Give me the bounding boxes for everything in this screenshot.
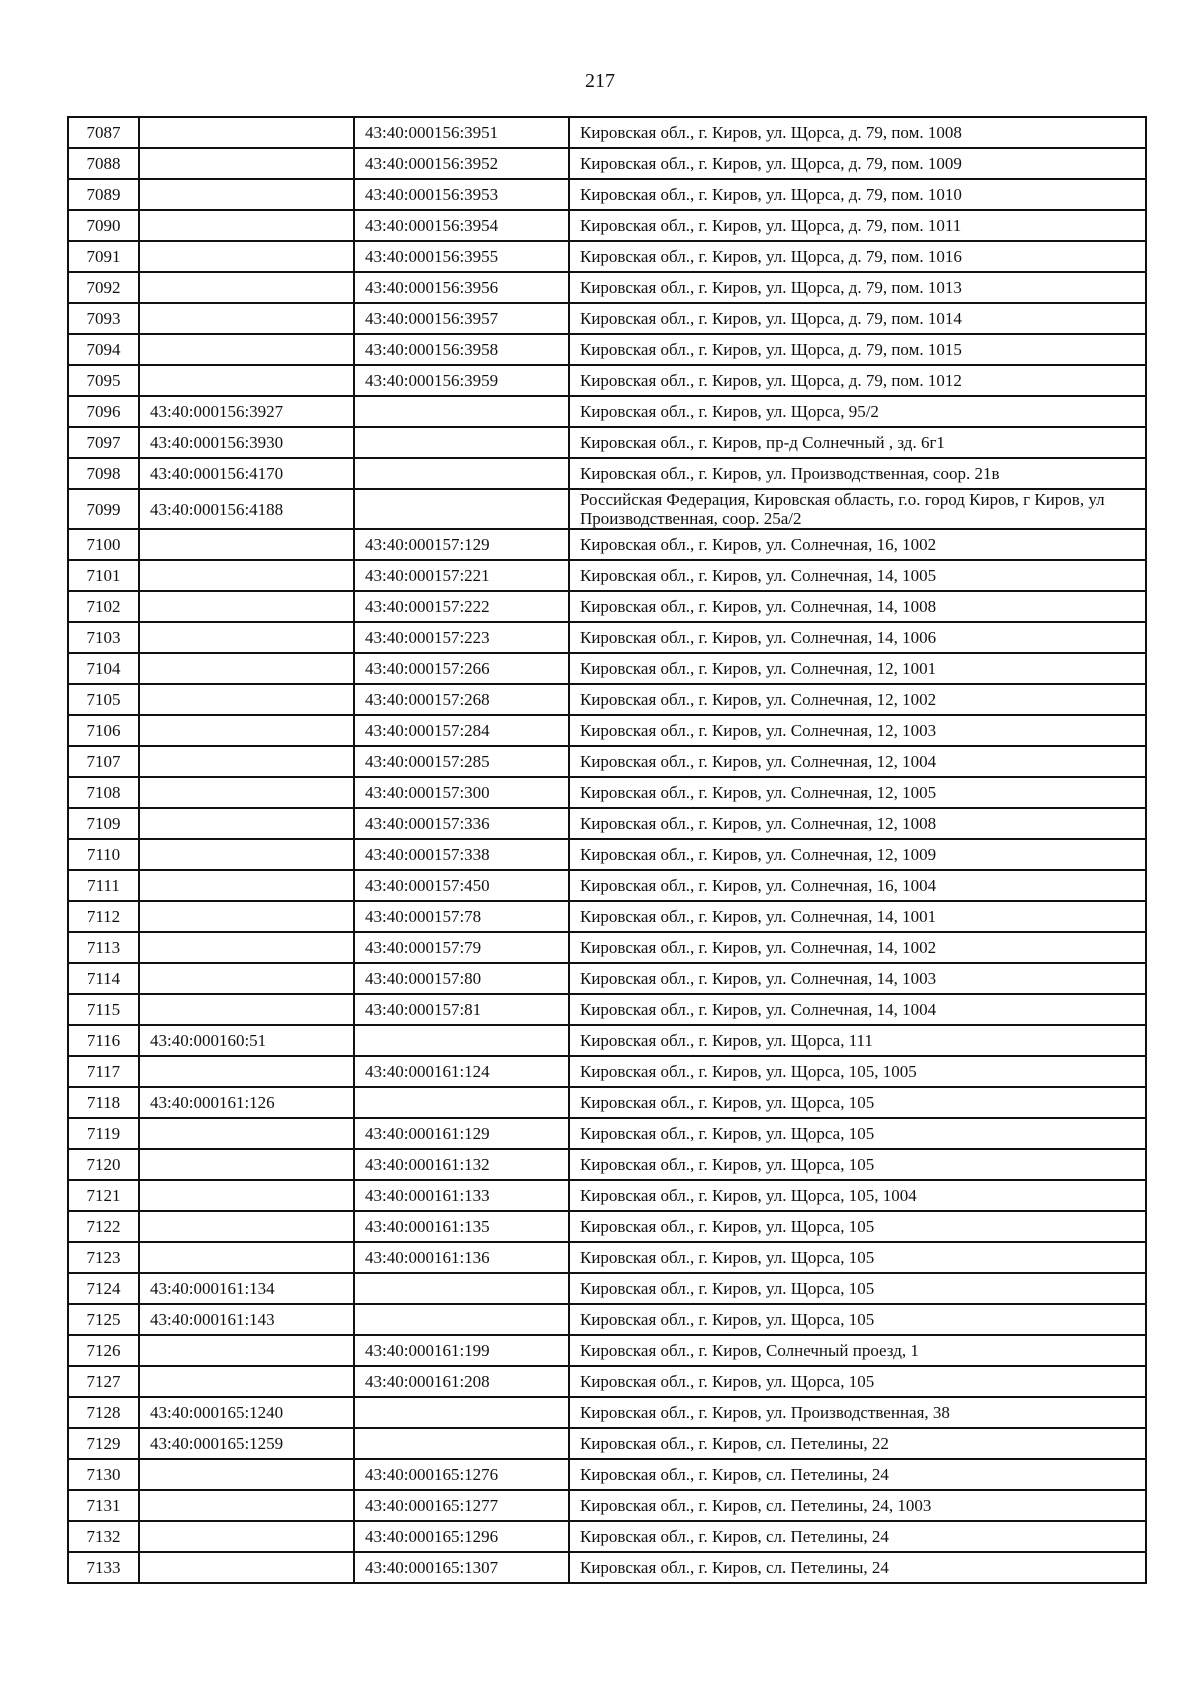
table-row <box>68 963 1146 994</box>
row-number-cell: 7114 <box>68 963 139 994</box>
cadastral-number-object-cell: 43:40:000157:80 <box>354 963 569 994</box>
row-number-cell: 7125 <box>68 1304 139 1335</box>
row-number-cell: 7098 <box>68 458 139 489</box>
table-row <box>68 1087 1146 1118</box>
address-cell: Кировская обл., г. Киров, ул. Щорса, 105 <box>569 1242 1146 1273</box>
cadastral-number-land-cell <box>139 1552 354 1583</box>
cadastral-number-object-cell: 43:40:000157:284 <box>354 715 569 746</box>
row-number-cell: 7123 <box>68 1242 139 1273</box>
table-row <box>68 1056 1146 1087</box>
table-row <box>68 272 1146 303</box>
cadastral-number-land-cell <box>139 1335 354 1366</box>
cadastral-number-object-cell <box>354 427 569 458</box>
cadastral-number-land-cell <box>139 901 354 932</box>
address-cell: Кировская обл., г. Киров, ул. Производственная, соор. 21в <box>569 458 1146 489</box>
cadastral-number-object-cell: 43:40:000157:300 <box>354 777 569 808</box>
table-row <box>68 684 1146 715</box>
cadastral-number-object-cell: 43:40:000156:3951 <box>354 117 569 148</box>
address-cell: Кировская обл., г. Киров, ул. Солнечная, 14, 1005 <box>569 560 1146 591</box>
row-number-cell: 7103 <box>68 622 139 653</box>
cadastral-number-object-cell: 43:40:000156:3958 <box>354 334 569 365</box>
row-number-cell: 7094 <box>68 334 139 365</box>
address-cell: Кировская обл., г. Киров, ул. Щорса, 105, 1005 <box>569 1056 1146 1087</box>
table-row <box>68 1397 1146 1428</box>
cadastral-number-land-cell <box>139 210 354 241</box>
cadastral-number-object-cell <box>354 1428 569 1459</box>
cadastral-number-land-cell <box>139 1366 354 1397</box>
row-number-cell: 7108 <box>68 777 139 808</box>
cadastral-number-land-cell <box>139 870 354 901</box>
cadastral-number-object-cell: 43:40:000157:78 <box>354 901 569 932</box>
page-number: 217 <box>585 70 615 92</box>
cadastral-number-object-cell: 43:40:000157:222 <box>354 591 569 622</box>
row-number-cell: 7107 <box>68 746 139 777</box>
address-cell: Кировская обл., г. Киров, ул. Щорса, 111 <box>569 1025 1146 1056</box>
cadastral-number-land-cell <box>139 777 354 808</box>
cadastral-number-object-cell: 43:40:000161:136 <box>354 1242 569 1273</box>
address-cell: Кировская обл., г. Киров, ул. Щорса, д. 79, пом. 1009 <box>569 148 1146 179</box>
table-row <box>68 396 1146 427</box>
address-cell: Кировская обл., г. Киров, ул. Солнечная, 12, 1005 <box>569 777 1146 808</box>
table-row <box>68 365 1146 396</box>
cadastral-number-object-cell: 43:40:000161:135 <box>354 1211 569 1242</box>
row-number-cell: 7121 <box>68 1180 139 1211</box>
cadastral-number-land-cell: 43:40:000161:134 <box>139 1273 354 1304</box>
cadastral-number-object-cell: 43:40:000157:81 <box>354 994 569 1025</box>
cadastral-number-land-cell <box>139 715 354 746</box>
address-cell: Кировская обл., г. Киров, ул. Солнечная, 12, 1009 <box>569 839 1146 870</box>
row-number-cell: 7130 <box>68 1459 139 1490</box>
cadastral-number-object-cell: 43:40:000161:129 <box>354 1118 569 1149</box>
table-row <box>68 1118 1146 1149</box>
table-row <box>68 1180 1146 1211</box>
row-number-cell: 7124 <box>68 1273 139 1304</box>
address-cell: Кировская обл., г. Киров, ул. Щорса, д. 79, пом. 1012 <box>569 365 1146 396</box>
address-cell: Кировская обл., г. Киров, ул. Щорса, д. 79, пом. 1010 <box>569 179 1146 210</box>
row-number-cell: 7091 <box>68 241 139 272</box>
address-cell: Кировская обл., г. Киров, ул. Щорса, д. 79, пом. 1016 <box>569 241 1146 272</box>
cadastral-number-object-cell: 43:40:000161:199 <box>354 1335 569 1366</box>
cadastral-number-object-cell: 43:40:000156:3952 <box>354 148 569 179</box>
table-row <box>68 210 1146 241</box>
cadastral-number-object-cell: 43:40:000165:1276 <box>354 1459 569 1490</box>
cadastral-number-land-cell: 43:40:000161:143 <box>139 1304 354 1335</box>
cadastral-number-land-cell: 43:40:000156:3930 <box>139 427 354 458</box>
cadastral-number-land-cell <box>139 334 354 365</box>
row-number-cell: 7122 <box>68 1211 139 1242</box>
cadastral-number-land-cell <box>139 560 354 591</box>
cadastral-number-land-cell <box>139 241 354 272</box>
property-register-table <box>67 116 1147 1584</box>
table-row <box>68 1366 1146 1397</box>
cadastral-number-land-cell <box>139 303 354 334</box>
table-body <box>68 117 1146 1583</box>
address-cell: Кировская обл., г. Киров, сл. Петелины, 22 <box>569 1428 1146 1459</box>
cadastral-number-object-cell: 43:40:000165:1277 <box>354 1490 569 1521</box>
row-number-cell: 7116 <box>68 1025 139 1056</box>
address-cell: Кировская обл., г. Киров, Солнечный проезд, 1 <box>569 1335 1146 1366</box>
cadastral-number-object-cell <box>354 458 569 489</box>
address-cell: Кировская обл., г. Киров, ул. Щорса, 105, 1004 <box>569 1180 1146 1211</box>
address-cell: Кировская обл., г. Киров, ул. Солнечная, 12, 1004 <box>569 746 1146 777</box>
address-cell: Кировская обл., г. Киров, ул. Солнечная, 14, 1006 <box>569 622 1146 653</box>
cadastral-number-object-cell: 43:40:000165:1296 <box>354 1521 569 1552</box>
cadastral-number-land-cell <box>139 272 354 303</box>
table-row <box>68 117 1146 148</box>
row-number-cell: 7113 <box>68 932 139 963</box>
table-row <box>68 808 1146 839</box>
table-row <box>68 560 1146 591</box>
cadastral-number-land-cell: 43:40:000156:4188 <box>139 489 354 529</box>
table-row <box>68 458 1146 489</box>
cadastral-number-object-cell: 43:40:000161:133 <box>354 1180 569 1211</box>
row-number-cell: 7092 <box>68 272 139 303</box>
address-cell: Кировская обл., г. Киров, ул. Солнечная, 12, 1003 <box>569 715 1146 746</box>
cadastral-number-object-cell: 43:40:000157:79 <box>354 932 569 963</box>
cadastral-number-object-cell: 43:40:000157:266 <box>354 653 569 684</box>
cadastral-number-object-cell: 43:40:000161:208 <box>354 1366 569 1397</box>
table-row <box>68 1304 1146 1335</box>
cadastral-number-land-cell: 43:40:000161:126 <box>139 1087 354 1118</box>
address-cell: Кировская обл., г. Киров, ул. Щорса, 105 <box>569 1366 1146 1397</box>
cadastral-number-object-cell: 43:40:000165:1307 <box>354 1552 569 1583</box>
row-number-cell: 7102 <box>68 591 139 622</box>
row-number-cell: 7132 <box>68 1521 139 1552</box>
table-row <box>68 715 1146 746</box>
address-cell: Кировская обл., г. Киров, ул. Солнечная, 16, 1004 <box>569 870 1146 901</box>
address-cell: Кировская обл., г. Киров, ул. Солнечная, 12, 1002 <box>569 684 1146 715</box>
table-row <box>68 529 1146 560</box>
cadastral-number-land-cell <box>139 117 354 148</box>
row-number-cell: 7106 <box>68 715 139 746</box>
table-row <box>68 777 1146 808</box>
table-row <box>68 994 1146 1025</box>
address-cell: Кировская обл., г. Киров, ул. Щорса, д. 79, пом. 1014 <box>569 303 1146 334</box>
table-row <box>68 1552 1146 1583</box>
row-number-cell: 7104 <box>68 653 139 684</box>
cadastral-number-object-cell <box>354 1397 569 1428</box>
cadastral-number-object-cell: 43:40:000157:129 <box>354 529 569 560</box>
address-cell: Кировская обл., г. Киров, ул. Щорса, 105 <box>569 1118 1146 1149</box>
cadastral-number-object-cell: 43:40:000156:3954 <box>354 210 569 241</box>
cadastral-number-object-cell: 43:40:000156:3957 <box>354 303 569 334</box>
address-cell: Кировская обл., г. Киров, ул. Щорса, д. 79, пом. 1013 <box>569 272 1146 303</box>
table-row <box>68 489 1146 529</box>
address-cell: Кировская обл., г. Киров, ул. Щорса, д. 79, пом. 1015 <box>569 334 1146 365</box>
cadastral-number-object-cell: 43:40:000157:450 <box>354 870 569 901</box>
cadastral-number-land-cell <box>139 148 354 179</box>
cadastral-number-object-cell: 43:40:000157:285 <box>354 746 569 777</box>
row-number-cell: 7119 <box>68 1118 139 1149</box>
cadastral-number-land-cell <box>139 1459 354 1490</box>
cadastral-number-object-cell: 43:40:000161:124 <box>354 1056 569 1087</box>
cadastral-number-land-cell <box>139 1180 354 1211</box>
table-row <box>68 1211 1146 1242</box>
row-number-cell: 7100 <box>68 529 139 560</box>
address-cell: Кировская обл., г. Киров, ул. Солнечная, 12, 1001 <box>569 653 1146 684</box>
cadastral-number-land-cell <box>139 622 354 653</box>
cadastral-number-land-cell <box>139 1490 354 1521</box>
cadastral-number-land-cell <box>139 808 354 839</box>
table-row <box>68 901 1146 932</box>
table-row <box>68 241 1146 272</box>
cadastral-number-land-cell <box>139 591 354 622</box>
row-number-cell: 7129 <box>68 1428 139 1459</box>
cadastral-number-object-cell: 43:40:000157:223 <box>354 622 569 653</box>
address-cell: Кировская обл., г. Киров, пр-д Солнечный , зд. 6г1 <box>569 427 1146 458</box>
row-number-cell: 7095 <box>68 365 139 396</box>
table-row <box>68 932 1146 963</box>
address-cell: Кировская обл., г. Киров, ул. Щорса, д. 79, пом. 1011 <box>569 210 1146 241</box>
row-number-cell: 7131 <box>68 1490 139 1521</box>
row-number-cell: 7115 <box>68 994 139 1025</box>
table-row <box>68 1521 1146 1552</box>
row-number-cell: 7110 <box>68 839 139 870</box>
cadastral-number-land-cell <box>139 746 354 777</box>
address-cell: Кировская обл., г. Киров, ул. Солнечная, 14, 1008 <box>569 591 1146 622</box>
row-number-cell: 7096 <box>68 396 139 427</box>
cadastral-number-object-cell: 43:40:000156:3959 <box>354 365 569 396</box>
table-row <box>68 303 1146 334</box>
address-cell: Кировская обл., г. Киров, ул. Солнечная, 16, 1002 <box>569 529 1146 560</box>
row-number-cell: 7101 <box>68 560 139 591</box>
address-cell: Российская Федерация, Кировская область, г.о. город Киров, г Киров, ул Производственная, соор. 25а/2 <box>569 489 1146 529</box>
table-row <box>68 1242 1146 1273</box>
cadastral-number-land-cell <box>139 365 354 396</box>
table-row <box>68 622 1146 653</box>
address-cell: Кировская обл., г. Киров, ул. Щорса, 105 <box>569 1149 1146 1180</box>
cadastral-number-object-cell <box>354 1304 569 1335</box>
cadastral-number-land-cell: 43:40:000165:1259 <box>139 1428 354 1459</box>
table-row <box>68 1025 1146 1056</box>
address-cell: Кировская обл., г. Киров, ул. Солнечная, 14, 1001 <box>569 901 1146 932</box>
cadastral-number-object-cell: 43:40:000156:3955 <box>354 241 569 272</box>
cadastral-number-object-cell: 43:40:000156:3956 <box>354 272 569 303</box>
cadastral-number-land-cell <box>139 994 354 1025</box>
cadastral-number-land-cell <box>139 1056 354 1087</box>
table-row <box>68 746 1146 777</box>
cadastral-number-land-cell: 43:40:000156:3927 <box>139 396 354 427</box>
address-cell: Кировская обл., г. Киров, ул. Щорса, 105 <box>569 1087 1146 1118</box>
cadastral-number-land-cell <box>139 1118 354 1149</box>
row-number-cell: 7105 <box>68 684 139 715</box>
address-cell: Кировская обл., г. Киров, ул. Солнечная, 14, 1002 <box>569 932 1146 963</box>
cadastral-number-land-cell: 43:40:000156:4170 <box>139 458 354 489</box>
row-number-cell: 7089 <box>68 179 139 210</box>
table-row <box>68 591 1146 622</box>
row-number-cell: 7109 <box>68 808 139 839</box>
table-row <box>68 1335 1146 1366</box>
row-number-cell: 7133 <box>68 1552 139 1583</box>
cadastral-number-land-cell <box>139 653 354 684</box>
table-row <box>68 1273 1146 1304</box>
cadastral-number-object-cell: 43:40:000161:132 <box>354 1149 569 1180</box>
table-row <box>68 148 1146 179</box>
table-row <box>68 334 1146 365</box>
address-cell: Кировская обл., г. Киров, ул. Щорса, 95/2 <box>569 396 1146 427</box>
cadastral-number-land-cell <box>139 1149 354 1180</box>
address-cell: Кировская обл., г. Киров, сл. Петелины, 24 <box>569 1552 1146 1583</box>
address-cell: Кировская обл., г. Киров, ул. Щорса, 105 <box>569 1304 1146 1335</box>
row-number-cell: 7087 <box>68 117 139 148</box>
table-row <box>68 179 1146 210</box>
row-number-cell: 7111 <box>68 870 139 901</box>
address-cell: Кировская обл., г. Киров, ул. Щорса, 105 <box>569 1273 1146 1304</box>
address-cell: Кировская обл., г. Киров, ул. Солнечная, 14, 1003 <box>569 963 1146 994</box>
table-row <box>68 427 1146 458</box>
cadastral-number-land-cell <box>139 1211 354 1242</box>
address-cell: Кировская обл., г. Киров, ул. Щорса, д. 79, пом. 1008 <box>569 117 1146 148</box>
cadastral-number-land-cell <box>139 1242 354 1273</box>
cadastral-number-object-cell <box>354 1273 569 1304</box>
cadastral-number-object-cell: 43:40:000157:221 <box>354 560 569 591</box>
row-number-cell: 7099 <box>68 489 139 529</box>
cadastral-number-land-cell <box>139 1521 354 1552</box>
row-number-cell: 7097 <box>68 427 139 458</box>
address-cell: Кировская обл., г. Киров, ул. Солнечная, 14, 1004 <box>569 994 1146 1025</box>
table-row <box>68 1428 1146 1459</box>
row-number-cell: 7112 <box>68 901 139 932</box>
cadastral-number-land-cell <box>139 963 354 994</box>
address-cell: Кировская обл., г. Киров, сл. Петелины, 24, 1003 <box>569 1490 1146 1521</box>
row-number-cell: 7120 <box>68 1149 139 1180</box>
address-cell: Кировская обл., г. Киров, сл. Петелины, 24 <box>569 1521 1146 1552</box>
cadastral-number-land-cell: 43:40:000165:1240 <box>139 1397 354 1428</box>
cadastral-number-object-cell <box>354 1087 569 1118</box>
row-number-cell: 7090 <box>68 210 139 241</box>
table-row <box>68 1459 1146 1490</box>
address-cell: Кировская обл., г. Киров, сл. Петелины, 24 <box>569 1459 1146 1490</box>
address-cell: Кировская обл., г. Киров, ул. Солнечная, 12, 1008 <box>569 808 1146 839</box>
cadastral-number-object-cell <box>354 489 569 529</box>
table-row <box>68 653 1146 684</box>
cadastral-number-object-cell: 43:40:000157:338 <box>354 839 569 870</box>
cadastral-number-object-cell <box>354 396 569 427</box>
cadastral-number-object-cell <box>354 1025 569 1056</box>
cadastral-number-land-cell <box>139 179 354 210</box>
cadastral-number-land-cell <box>139 529 354 560</box>
table-row <box>68 870 1146 901</box>
row-number-cell: 7126 <box>68 1335 139 1366</box>
cadastral-number-land-cell <box>139 839 354 870</box>
row-number-cell: 7118 <box>68 1087 139 1118</box>
cadastral-number-land-cell <box>139 684 354 715</box>
cadastral-number-object-cell: 43:40:000156:3953 <box>354 179 569 210</box>
row-number-cell: 7127 <box>68 1366 139 1397</box>
address-cell: Кировская обл., г. Киров, ул. Щорса, 105 <box>569 1211 1146 1242</box>
address-cell: Кировская обл., г. Киров, ул. Производственная, 38 <box>569 1397 1146 1428</box>
cadastral-number-land-cell <box>139 932 354 963</box>
row-number-cell: 7128 <box>68 1397 139 1428</box>
table-row <box>68 839 1146 870</box>
row-number-cell: 7088 <box>68 148 139 179</box>
table-row <box>68 1490 1146 1521</box>
cadastral-number-land-cell: 43:40:000160:51 <box>139 1025 354 1056</box>
cadastral-number-object-cell: 43:40:000157:336 <box>354 808 569 839</box>
row-number-cell: 7117 <box>68 1056 139 1087</box>
cadastral-number-object-cell: 43:40:000157:268 <box>354 684 569 715</box>
table-row <box>68 1149 1146 1180</box>
row-number-cell: 7093 <box>68 303 139 334</box>
